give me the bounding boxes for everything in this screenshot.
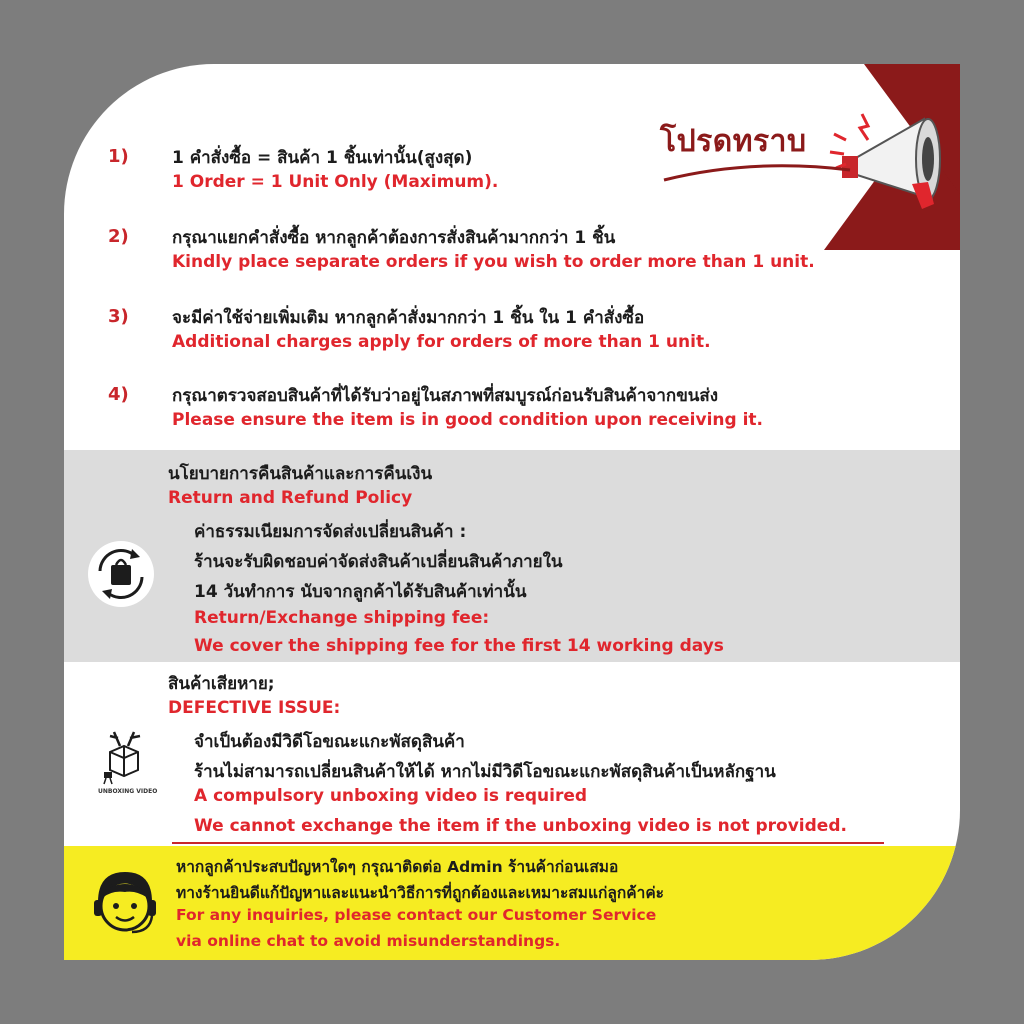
notice-swoosh <box>662 160 852 184</box>
item-number: 3) <box>108 306 129 327</box>
contact-line-th: ทางร้านยินดีแก้ปัญหาและแนะนำวิธีการที่ถูกต้องและเหมาะสมแก่ลูกค้าค่ะ <box>176 884 665 902</box>
support-agent-icon <box>86 862 164 942</box>
item-number: 1) <box>108 146 129 167</box>
item-text-en: Kindly place separate orders if you wish to order more than 1 unit. <box>172 252 815 272</box>
contact-line-en: For any inquiries, please contact our Customer Service <box>176 906 657 924</box>
defective-line-en: A compulsory unboxing video is required <box>194 786 588 806</box>
item-number: 4) <box>108 384 129 405</box>
item-text-th: 1 คำสั่งซื้อ = สินค้า 1 ชิ้นเท่านั้น(สูงสุด) <box>172 148 473 168</box>
notice-card <box>64 64 960 960</box>
return-policy-line-th: ค่าธรรมเนียมการจัดส่งเปลี่ยนสินค้า : <box>194 522 467 542</box>
unboxing-video-icon <box>100 728 148 786</box>
megaphone-icon <box>824 104 954 214</box>
return-policy-title-en: Return and Refund Policy <box>168 488 413 508</box>
defective-line-en: We cannot exchange the item if the unboxing video is not provided. <box>194 816 847 836</box>
item-number: 2) <box>108 226 129 247</box>
defective-line-th: จำเป็นต้องมีวิดีโอขณะแกะพัสดุสินค้า <box>194 732 465 752</box>
item-text-en: 1 Order = 1 Unit Only (Maximum). <box>172 172 499 192</box>
item-text-en: Please ensure the item is in good condition upon receiving it. <box>172 410 763 430</box>
notice-title: โปรดทราบ <box>660 124 807 159</box>
item-text-th: จะมีค่าใช้จ่ายเพิ่มเติม หากลูกค้าสั่งมากกว่า 1 ชิ้น ใน 1 คำสั่งซื้อ <box>172 308 645 328</box>
unboxing-video-label: UNBOXING VIDEO <box>98 788 158 795</box>
item-text-en: Additional charges apply for orders of more than 1 unit. <box>172 332 711 352</box>
defective-line-th: ร้านไม่สามารถเปลี่ยนสินค้าให้ได้ หากไม่มีวิดีโอขณะแกะพัสดุสินค้าเป็นหลักฐาน <box>194 762 776 782</box>
contact-line-en: via online chat to avoid misunderstandings. <box>176 932 561 950</box>
return-policy-title-th: นโยบายการคืนสินค้าและการคืนเงิน <box>168 464 433 484</box>
return-policy-line-en: Return/Exchange shipping fee: <box>194 608 490 628</box>
defective-title-en: DEFECTIVE ISSUE: <box>168 698 341 718</box>
return-exchange-icon <box>88 541 154 607</box>
contact-line-th: หากลูกค้าประสบปัญหาใดๆ กรุณาติดต่อ Admin ร้านค้าก่อนเสมอ <box>176 858 619 876</box>
defective-title-th: สินค้าเสียหาย; <box>168 674 275 694</box>
item-text-th: กรุณาตรวจสอบสินค้าที่ได้รับว่าอยู่ในสภาพที่สมบูรณ์ก่อนรับสินค้าจากขนส่ง <box>172 386 719 406</box>
return-policy-line-en: We cover the shipping fee for the first 14 working days <box>194 636 724 656</box>
divider <box>172 842 884 844</box>
return-policy-line-th: ร้านจะรับผิดชอบค่าจัดส่งสินค้าเปลี่ยนสินค้าภายใน <box>194 552 563 572</box>
item-text-th: กรุณาแยกคำสั่งซื้อ หากลูกค้าต้องการสั่งสินค้ามากกว่า 1 ชิ้น <box>172 228 616 248</box>
return-policy-line-th: 14 วันทำการ นับจากลูกค้าได้รับสินค้าเท่านั้น <box>194 582 527 602</box>
